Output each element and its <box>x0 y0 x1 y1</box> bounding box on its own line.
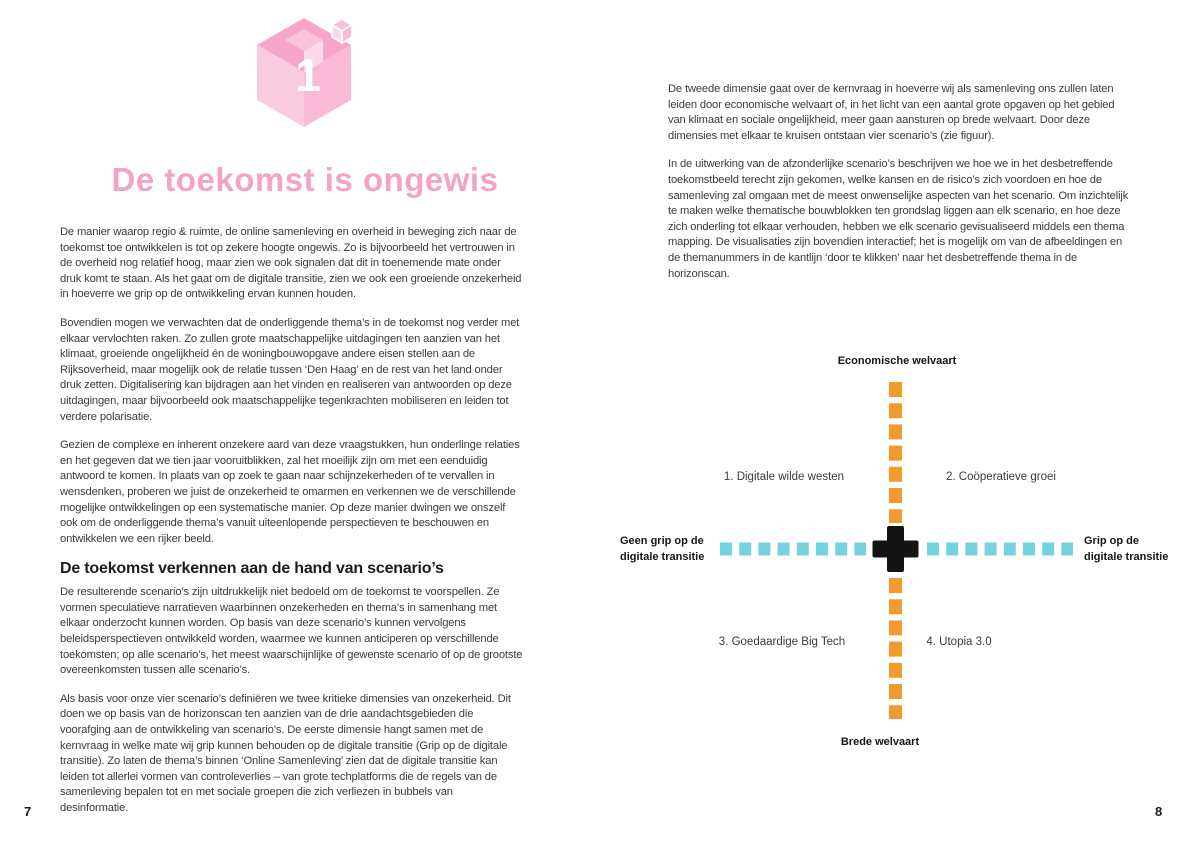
axis-label-economische-welvaart: Economische welvaart <box>837 355 957 367</box>
axis-label-grip <box>1084 533 1168 565</box>
page-title: De toekomst is ongewis <box>111 161 499 198</box>
left-page-text-column <box>60 225 523 830</box>
paragraph: Als basis voor onze vier scenario’s definiëren we twee kritieke dimensies van onzekerheid. Dit doen we op basis van de horizonscan ten aanzien van de drie aandachtsgebieden die voorafging aan de ontwikkeling van scenario’s. De eerste dimensie hangt samen met de kernvraag in welke mate wij grip kunnen behouden op de digitale transitie (Grip op de digitale transitie). Zo laten de thema’s binnen ‘Online Samenleving’ zien dat de digitale transitie kan leiden tot allerlei vormen van controleverlies – van grote techplatforms die de regels van de samenleving bepalen tot en met sociale groepen die zich verliezen in bubbels van desinformatie. <box>60 692 511 814</box>
axis-label-brede-welvaart: Brede welvaart <box>840 736 920 748</box>
axis-label-line: Grip op de <box>1084 535 1139 547</box>
paragraph: De resulterende scenario’s zijn uitdrukkelijk niet bedoeld om de toekomst te voorspellen. Ze vormen speculatieve narratieven waarbinnen onzekerheden en thema’s in samenhang met elkaar onderzocht kunnen worden. Op basis van deze scenario’s kunnen vervolgens beleidsperspectieven ontwikkeld worden, waarmee we kunnen anticiperen op verschillende toekomsten; op alle scenario’s, het meest waarschijnlijke of gewenste scenario of op de grootste overeenkomsten tussen alle scenario’s. <box>60 586 523 677</box>
chapter-cube-icon <box>245 12 363 142</box>
paragraph: Gezien de complexe en inherent onzekere aard van deze vraagstukken, hun onderlinge relaties en het gegeven dat we tien jaar vooruitblikken, zal het moeilijk zijn om met een eenduidig antwoord te komen. In plaats van op zoek te gaan naar schijnzekerheden of te vervallen in wensdenken, proberen we juist de onzekerheid te omarmen en verkennen we de verschillende mogelijke ontwikkelingen op een systematische manier. Op deze manier dwingen we onszelf ook om de onderliggende thema’s vanuit uiteenlopende perspectieven te beschouwen en ontwikkelen we een rijker beeld. <box>60 439 520 545</box>
axis-label-geen-grip <box>620 533 704 565</box>
right-page-text-column <box>668 82 1129 295</box>
quadrant-label-digitale-wilde-westen: 1. Digitale wilde westen <box>723 471 845 483</box>
page-number-right: 8 <box>1155 804 1163 819</box>
paragraph: De tweede dimensie gaat over de kernvraag in hoeverre wij als samenleving ons zullen laten leiden door economische welvaart of, in het licht van een aantal grote opgaven op het gebied van klimaat en sociale ongelijkheid, meer gaan aansturen op brede welvaart. Door deze dimensies met elkaar te kruisen ontstaan vier scenario’s (zie figuur). <box>668 83 1115 142</box>
quadrant-label-utopia-30: 4. Utopia 3.0 <box>926 636 992 648</box>
paragraph: De manier waarop regio & ruimte, de online samenleving en overheid in beweging zich naar de toekomst toe ontwikkelen is tot op zekere hoogte ongewis. Zo is bijvoorbeeld het vertrouwen in de overheid nog relatief hoog, maar zien we ook signalen dat dit in toenemende mate onder druk komt te staan. Als het gaat om de digitale transitie, zien we ook een groeiende onzekerheid in hoeverre we grip op de ontwikkeling ervan kunnen houden. <box>60 226 522 301</box>
axis-label-line: Geen grip op de <box>620 535 704 547</box>
page-number-left: 7 <box>24 804 32 819</box>
scenario-axes-figure <box>610 345 1188 760</box>
section-heading: De toekomst verkennen aan de hand van scenario’s <box>60 560 444 578</box>
paragraph: In de uitwerking van de afzonderlijke scenario’s beschrijven we hoe we in het desbetreffende toekomstbeeld terecht zijn gekomen, welke kansen en de risico’s zich voordoen en hoe de samenleving zal omgaan met de meest onwenselijke aspecten van het scenario. Om inzichtelijk te maken welke thematische bouwblokken ten grondslag liggen aan elk scenario, en hoe deze zich onderling tot elkaar verhouden, hebben we elk scenario gevisualiseerd middels een thema mapping. De visualisaties zijn bovendien interactief; het is mogelijk om van de afbeeldingen en de themanummers in de kantlijn ‘door te klikken’ naar het desbetreffende thema in de horizonscan. <box>668 158 1129 280</box>
quadrant-label-cooperatieve-groei: 2. Coöperatieve groei <box>946 471 1056 483</box>
quadrant-label-goedaardige-big-tech: 3. Goedaardige Big Tech <box>718 636 846 648</box>
axis-label-line: digitale transitie <box>620 551 705 563</box>
axis-label-line: digitale transitie <box>1084 551 1169 563</box>
chapter-number: 1 <box>295 49 321 101</box>
paragraph: Bovendien mogen we verwachten dat de onderliggende thema’s in de toekomst nog verder met elkaar vervlochten raken. Zo zullen grote maatschappelijke uitdagingen ten aanzien van het klimaat, groeiende ongelijkheid én de woningbouwopgave andere eisen stellen aan de Rijksoverheid, maar mogelijk ook de relatie tussen ‘Den Haag’ en de rest van het land onder druk zetten. Digitalisering kan bijdragen aan het vinden en realiseren van antwoorden op deze uitdagingen, maar bijvoorbeeld ook maatschappelijke tegenkrachten mobiliseren en leiden tot verdere polarisatie. <box>60 316 520 423</box>
axis-cross-icon <box>873 541 919 558</box>
